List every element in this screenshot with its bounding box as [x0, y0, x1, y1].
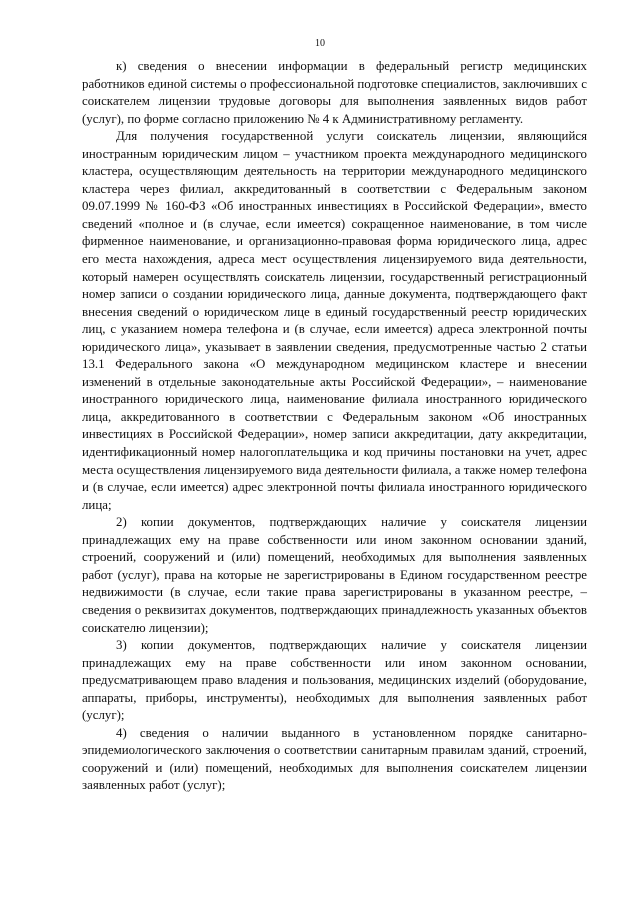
paragraph-4-sanitary-conclusion: 4) сведения о наличии выданного в установленном порядке санитарно-эпидемиологического заключения о соответствии санитарным правилам зданий, строений, сооружений и (или) помещений, необходимых для выполнения соискателем лицензии заявленных работ (услуг); — [82, 725, 587, 793]
document-body — [82, 58, 587, 795]
page-number: 10 — [315, 38, 325, 49]
paragraph-foreign-entity-requirements: Для получения государственной услуги соискатель лицензии, являющийся иностранным юридическим лицом – участником проекта международного медицинского кластера, осуществляющим деятельность на территории международного медицинского кластера через филиал, аккредитованный в соответствии с Федеральным законом 09.07.1999 № 160-ФЗ «Об иностранных инвестициях в Российской Федерации», вместо сведений «полное и (в случае, если имеется) сокращенное наименование, в том числе фирменное наименование, и организационно-правовая форма юридического лица, адрес его места нахождения, адреса мест осуществления лицензируемого вида деятельности, который намерен осуществлять соискатель лицензии, государственный регистрационный номер записи о создании юридического лица, данные документа, подтверждающего факт внесения сведений о юридическом лице в единый государственный реестр юридических лиц, с указанием номера телефона и (в случае, если имеется) адреса электронной почты юридического лица», указывает в заявлении сведения, предусмотренные частью 2 статьи 13.1 Федерального закона «О международном медицинском кластере и внесении изменений в отдельные законодательные акты Российской Федерации», – наименование иностранного юридического лица, наименование филиала иностранного юридического лица, аккредитованного в соответствии с Федеральным законом «Об иностранных инвестициях в Российской Федерации», номер записи аккредитации, дату аккредитации, идентификационный номер налогоплательщика и код причины постановки на учет, адрес места осуществления лицензируемого вида деятельности филиала, а также номер телефона и (в случае, если имеется) адрес электронной почты филиала иностранного юридического лица; — [82, 129, 587, 512]
paragraph-3-medical-devices: 3) копии документов, подтверждающих наличие у соискателя лицензии принадлежащих ему на праве собственности или ином законном основании, предусматривающем право владения и пользования, медицинских изделий (оборудование, аппараты, приборы, инструменты), необходимых для выполнения заявленных работ (услуг); — [82, 638, 587, 723]
paragraph-k-workers-registry: к) сведения о внесении информации в федеральный регистр медицинских работников единой системы о профессиональной подготовке специалистов, заключивших с соискателем лицензии трудовые договоры для выполнения заявленных видов работ (услуг), по форме согласно приложению № 4 к Административному регламенту. — [82, 59, 587, 126]
paragraph-2-property-documents: 2) копии документов, подтверждающих наличие у соискателя лицензии принадлежащих ему на праве собственности или ином законном основании зданий, строений, сооружений и (или) помещений, необходимых для выполнения заявленных работ (услуг), права на которые не зарегистрированы в Едином государственном реестре недвижимости (в случае, если такие права зарегистрированы в указанном реестре, – сведения о реквизитах документов, подтверждающих принадлежность указанных объектов соискателю лицензии); — [82, 515, 587, 635]
